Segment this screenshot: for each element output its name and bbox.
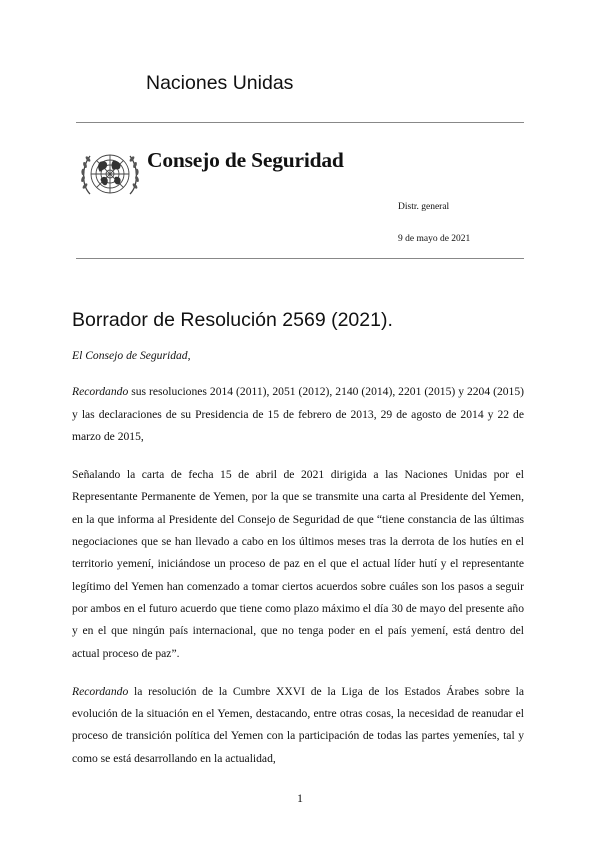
un-emblem-icon — [78, 146, 142, 202]
distribution-label: Distr. general — [398, 202, 450, 212]
document-body — [72, 345, 524, 786]
document-date: 9 de mayo de 2021 — [398, 234, 471, 244]
paragraph-1-text: sus resoluciones 2014 (2011), 2051 (2012), 2140 (2014), 2201 (2015) y 2204 (2015) y las declaraciones de su Presidencia de 15 de febrero de 2013, 29 de agosto de 2014 y 22 de marzo de 2015, — [72, 385, 524, 443]
paragraph-1 — [72, 381, 524, 448]
paragraph-2 — [72, 464, 524, 665]
paragraph-1-lead: Recordando — [72, 385, 129, 399]
paragraph-3 — [72, 681, 524, 770]
document-title: Borrador de Resolución 2569 (2021). — [72, 309, 393, 331]
header-rule-bottom — [76, 258, 524, 259]
header-rule-top — [76, 122, 524, 123]
paragraph-2-text: Señalando la carta de fecha 15 de abril de 2021 dirigida a las Naciones Unidas por el Representante Permanente de Yemen, por la que se transmite una carta al Presidente del Yemen, en la que informa al Presidente del Consejo de Seguridad de que “tiene constancia de las últimas negociaciones que se han llevado a cabo en los últimos meses tras la derrota de los hutíes en el territorio yemení, iniciándose un proceso de paz en el que el actual líder hutí y el representante legítimo del Yemen han comenzado a tomar ciertos acuerdos sobre cuáles son los pasos a seguir por ambos en el futuro acuerdo que tiene como plazo máximo el día 30 de mayo del presente año y en el que ningún país internacional, que no tenga poder en el país yemení, está dentro del actual proceso de paz”. — [72, 468, 524, 660]
paragraph-3-lead: Recordando — [72, 684, 129, 698]
opening-line — [72, 345, 524, 367]
page-number: 1 — [297, 791, 303, 805]
organization-name: Naciones Unidas — [146, 72, 294, 94]
opening-text: El Consejo de Seguridad, — [72, 349, 191, 362]
paragraph-3-text: la resolución de la Cumbre XXVI de la Liga de los Estados Árabes sobre la evolución de la situación en el Yemen, destacando, entre otras cosas, la necesidad de reanudar el proceso de transición política del Yemen con la participación de todas las partes yemeníes, tal y como se está desarrollando en la actualidad, — [72, 684, 524, 765]
council-name: Consejo de Seguridad — [147, 148, 344, 172]
